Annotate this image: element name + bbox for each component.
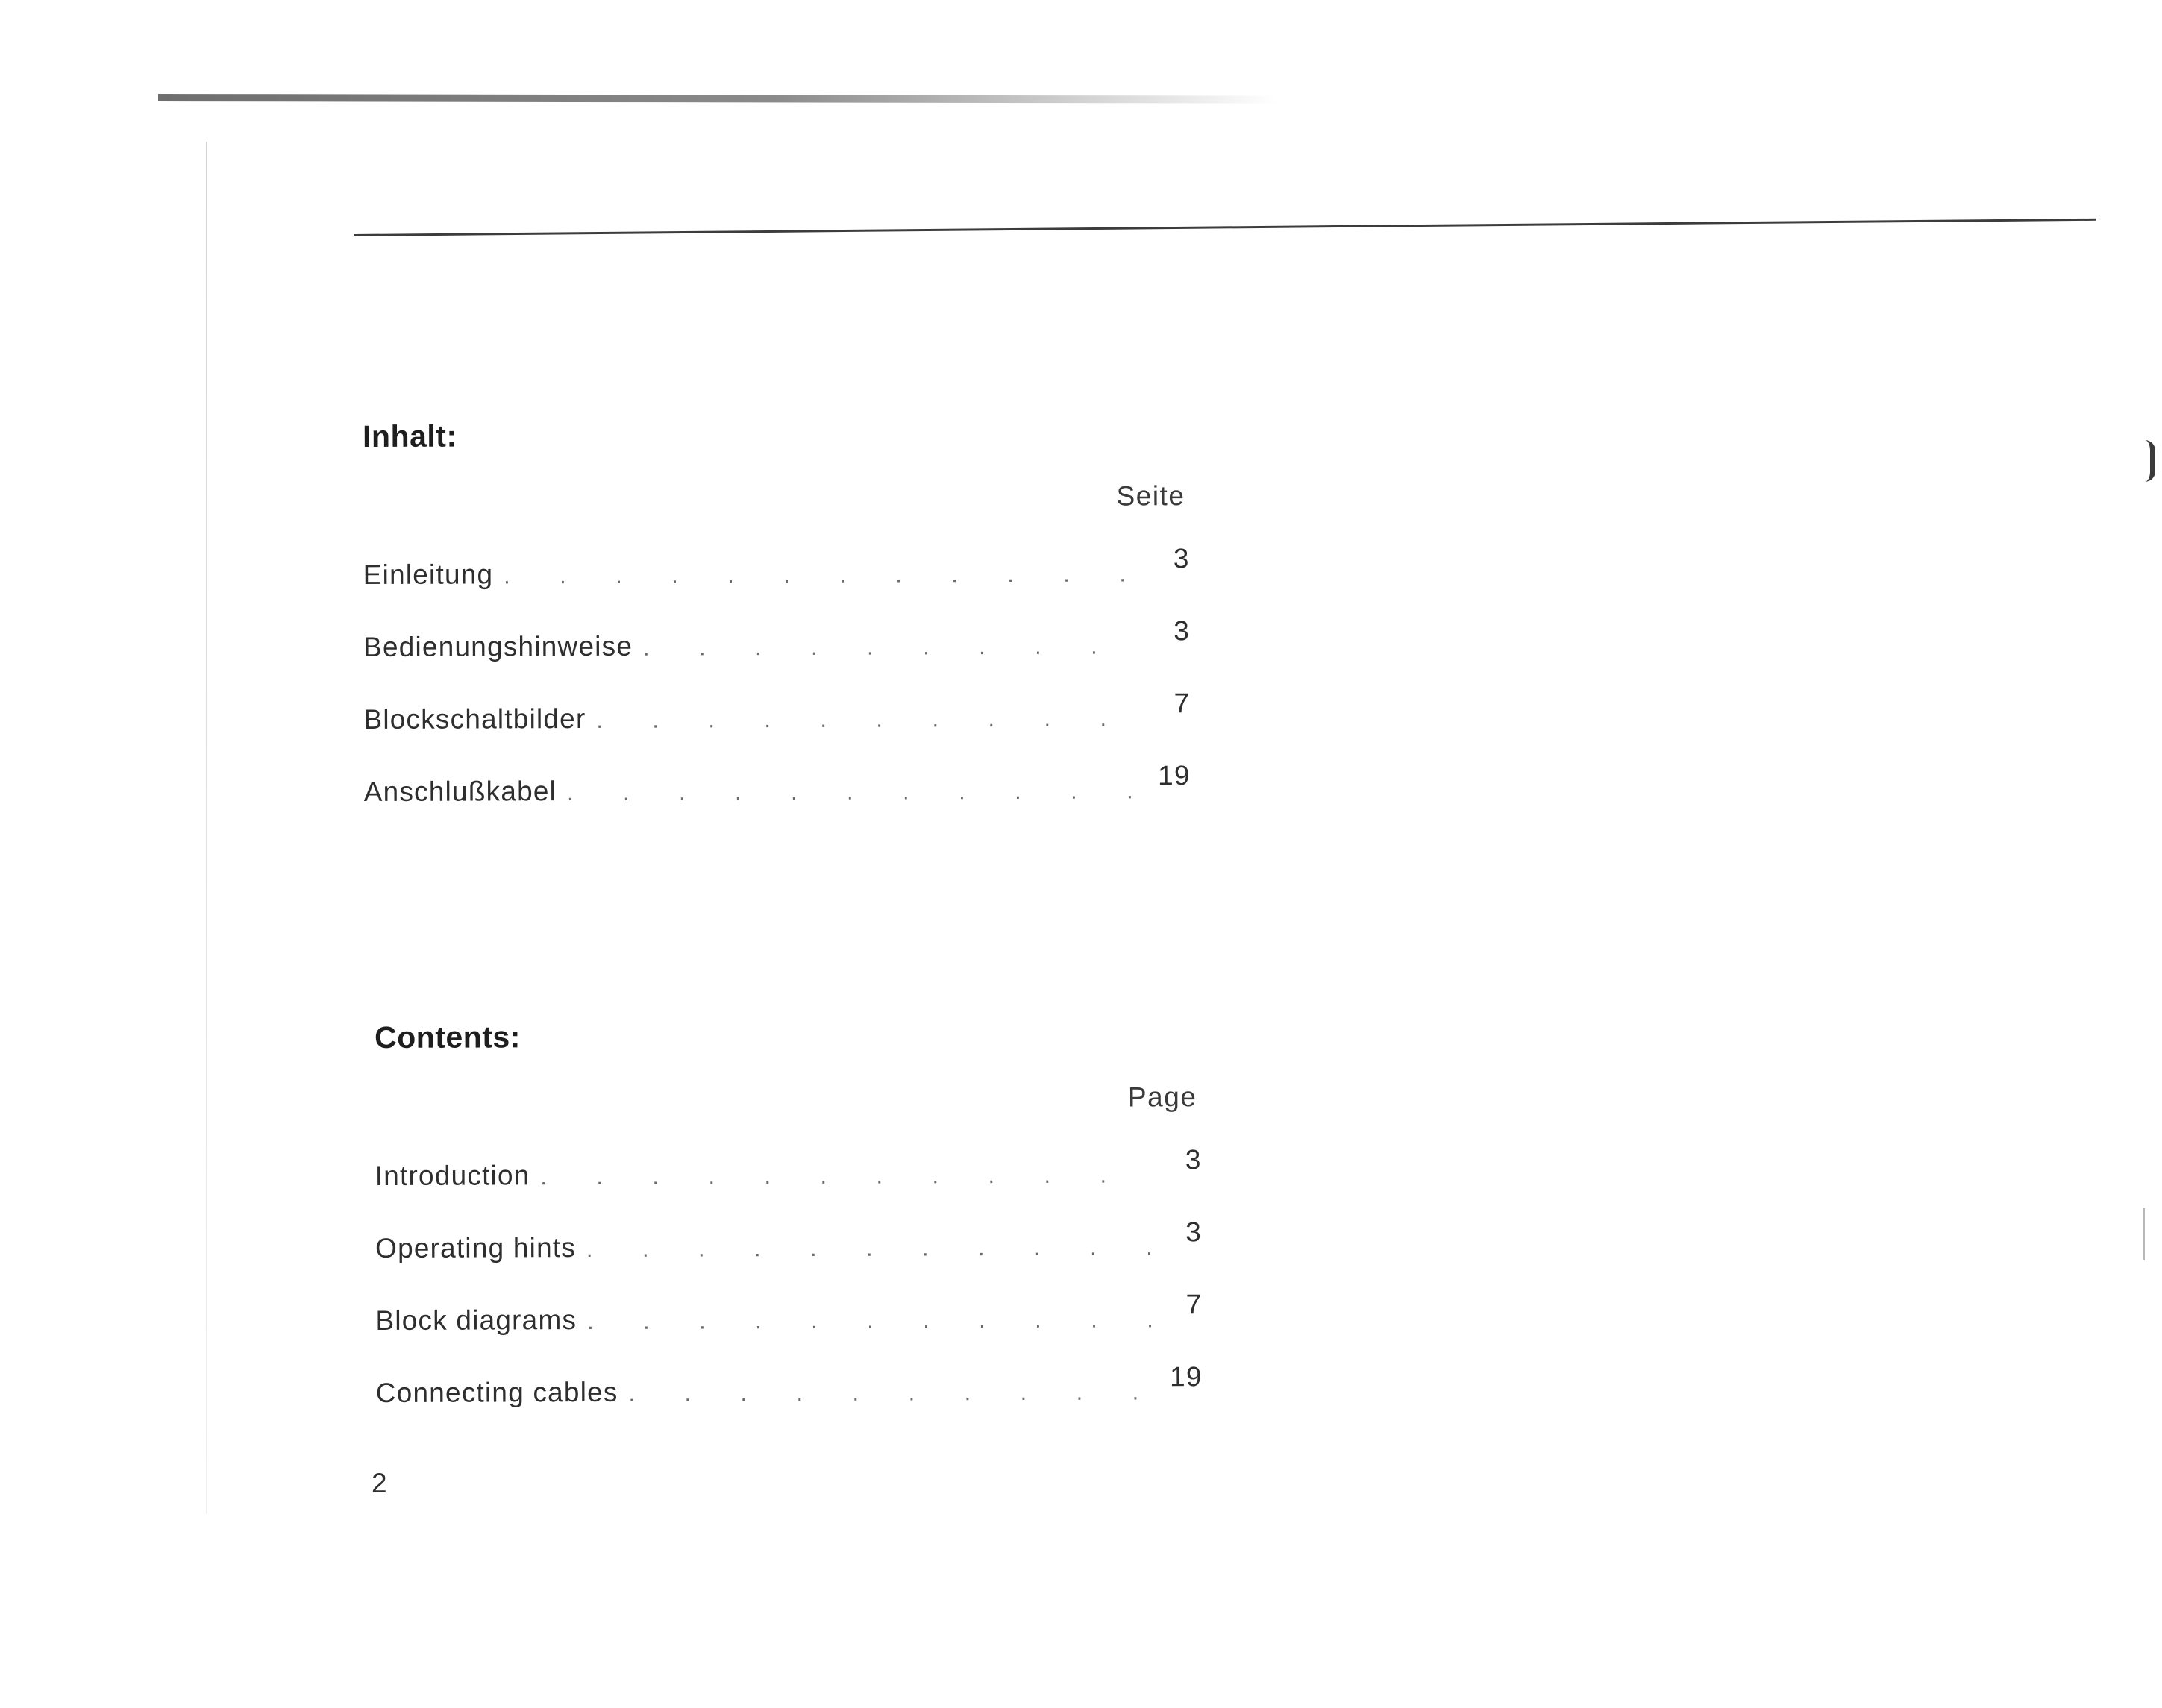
dot-leader <box>567 779 1141 806</box>
entry-page: 7 <box>1185 1289 1203 1320</box>
entry-title: Connecting cables <box>375 1376 618 1408</box>
contents-list <box>375 1144 1203 1450</box>
scan-fold-line <box>206 142 207 1514</box>
entry-title: Einleitung <box>363 559 494 590</box>
dot-leader <box>586 1235 1153 1263</box>
entry-page: 3 <box>1185 1144 1202 1175</box>
dot-leader <box>587 1307 1153 1335</box>
page-column-label: Seite <box>1116 480 1185 512</box>
header-rule <box>354 219 2096 236</box>
contents-entry <box>375 1361 1203 1450</box>
contents-heading: Inhalt: <box>363 418 457 453</box>
contents-entry <box>363 688 1191 776</box>
entry-title: Bedienungshinweise <box>363 630 633 662</box>
contents-entry <box>363 543 1190 632</box>
entry-title: Blockschaltbilder <box>363 703 586 735</box>
contents-entry <box>363 615 1191 704</box>
dot-leader <box>504 562 1141 589</box>
scan-edge-shadow <box>158 94 1277 104</box>
entry-page: 19 <box>1158 760 1191 791</box>
entry-page: 3 <box>1174 615 1191 647</box>
entry-title: Introduction <box>375 1160 530 1191</box>
contents-english <box>375 1016 1240 1408</box>
scan-binding-mark <box>2143 1208 2145 1260</box>
dot-leader <box>629 1380 1153 1407</box>
entry-title: Block diagrams <box>375 1304 577 1336</box>
entry-page: 3 <box>1173 543 1190 574</box>
entry-title: Anschlußkabel <box>363 776 557 807</box>
contents-entry <box>363 760 1191 849</box>
contents-entry <box>375 1144 1202 1233</box>
page-column-label: Page <box>1127 1081 1197 1113</box>
dot-leader <box>540 1163 1152 1190</box>
entry-page: 19 <box>1170 1361 1203 1393</box>
dot-leader <box>643 634 1141 661</box>
contents-entry <box>375 1216 1203 1305</box>
entry-title: Operating hints <box>375 1232 577 1263</box>
contents-list <box>363 543 1191 849</box>
entry-page: 7 <box>1174 688 1191 719</box>
contents-entry <box>375 1289 1203 1378</box>
contents-german <box>363 415 1228 807</box>
entry-page: 3 <box>1185 1216 1203 1248</box>
contents-heading: Contents: <box>375 1020 521 1055</box>
page-number: 2 <box>372 1468 387 1498</box>
dot-leader <box>596 706 1141 734</box>
scan-binding-mark <box>2143 440 2155 482</box>
